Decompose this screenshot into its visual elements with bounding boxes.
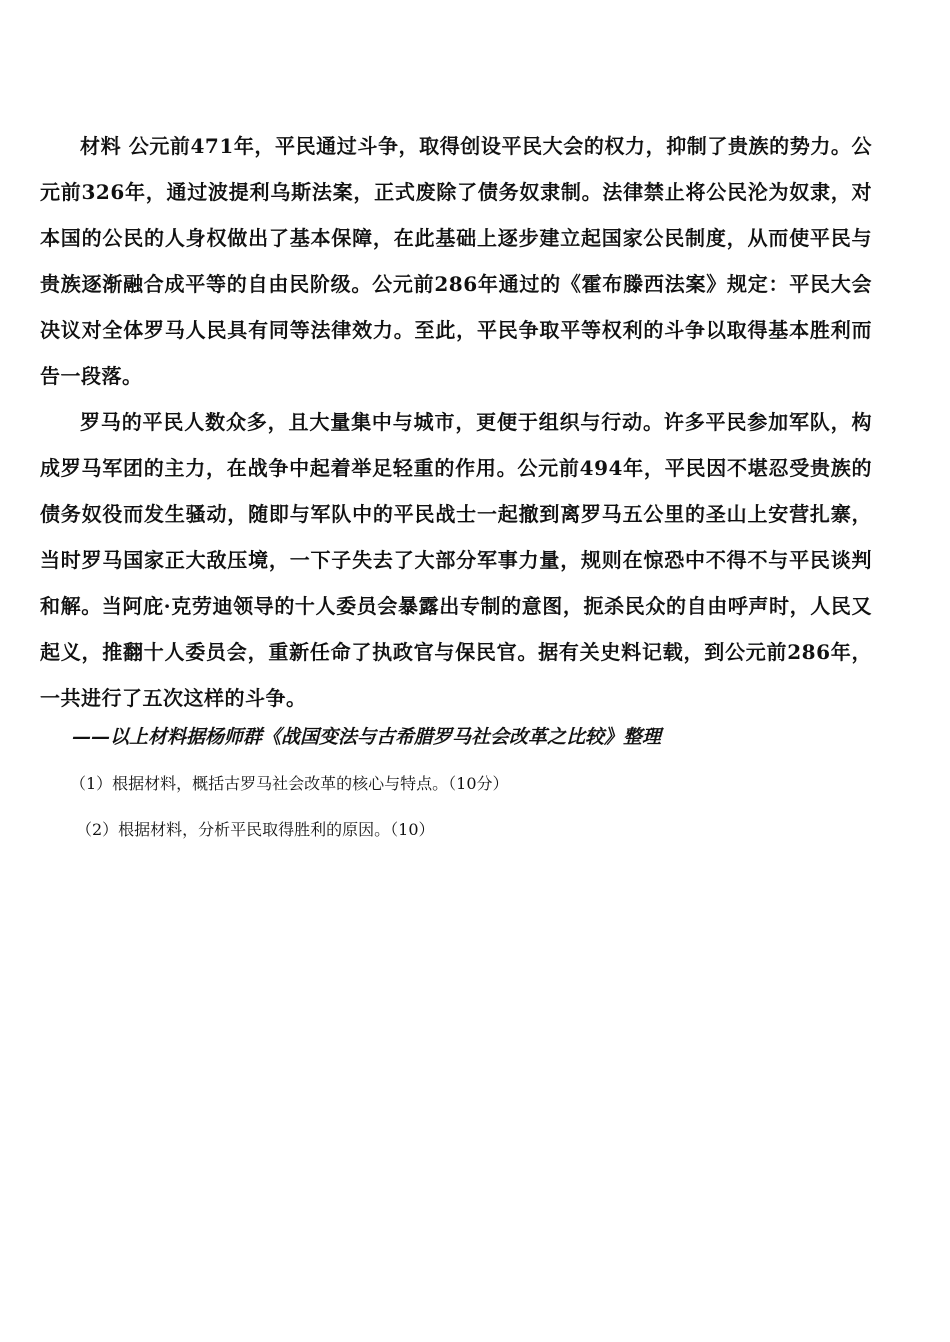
- question-1: （1）根据材料，概括古罗马社会改革的核心与特点。（10分）: [70, 774, 509, 793]
- material-paragraph-2: 罗马的平民人数众多，且大量集中与城市，更便于组织与行动。许多平民参加军队，构成罗马军团的主力，在战争中起着举足轻重的作用。公元前494年，平民因不堪忍受贵族的债务奴役而发生骚动，随即与军队中的平民战士一起撤到离罗马五公里的圣山上安营扎寨，当时罗马国家正大敌压境，一下子失去了大部分军事力量，规则在惊恐中不得不与平民谈判和解。当阿庇·克劳迪领导的十人委员会暴露出专制的意图，扼杀民众的自由呼声时，人民又起义，推翻十人委员会，重新任命了执政官与保民官。据有关史料记载，到公元前286年，一共进行了五次这样的斗争。: [40, 410, 872, 710]
- material-paragraph-1: 材料 公元前471年，平民通过斗争，取得创设平民大会的权力，抑制了贵族的势力。公元前326年，通过波提利乌斯法案，正式废除了债务奴隶制。法律禁止将公民沦为奴隶，对本国的公民的人身权做出了基本保障，在此基础上逐步建立起国家公民制度，从而使平民与贵族逐渐融合成平等的自由民阶级。公元前286年通过的《霍布滕西法案》规定：平民大会决议对全体罗马人民具有同等法律效力。至此，平民争取平等权利的斗争以取得基本胜利而告一段落。: [40, 134, 872, 388]
- question-2: （2）根据材料，分析平民取得胜利的原因。（10）: [76, 820, 435, 839]
- material-source: ——以上材料据杨师群《战国变法与古希腊罗马社会改革之比较》整理: [72, 726, 662, 748]
- material-text: [40, 123, 872, 721]
